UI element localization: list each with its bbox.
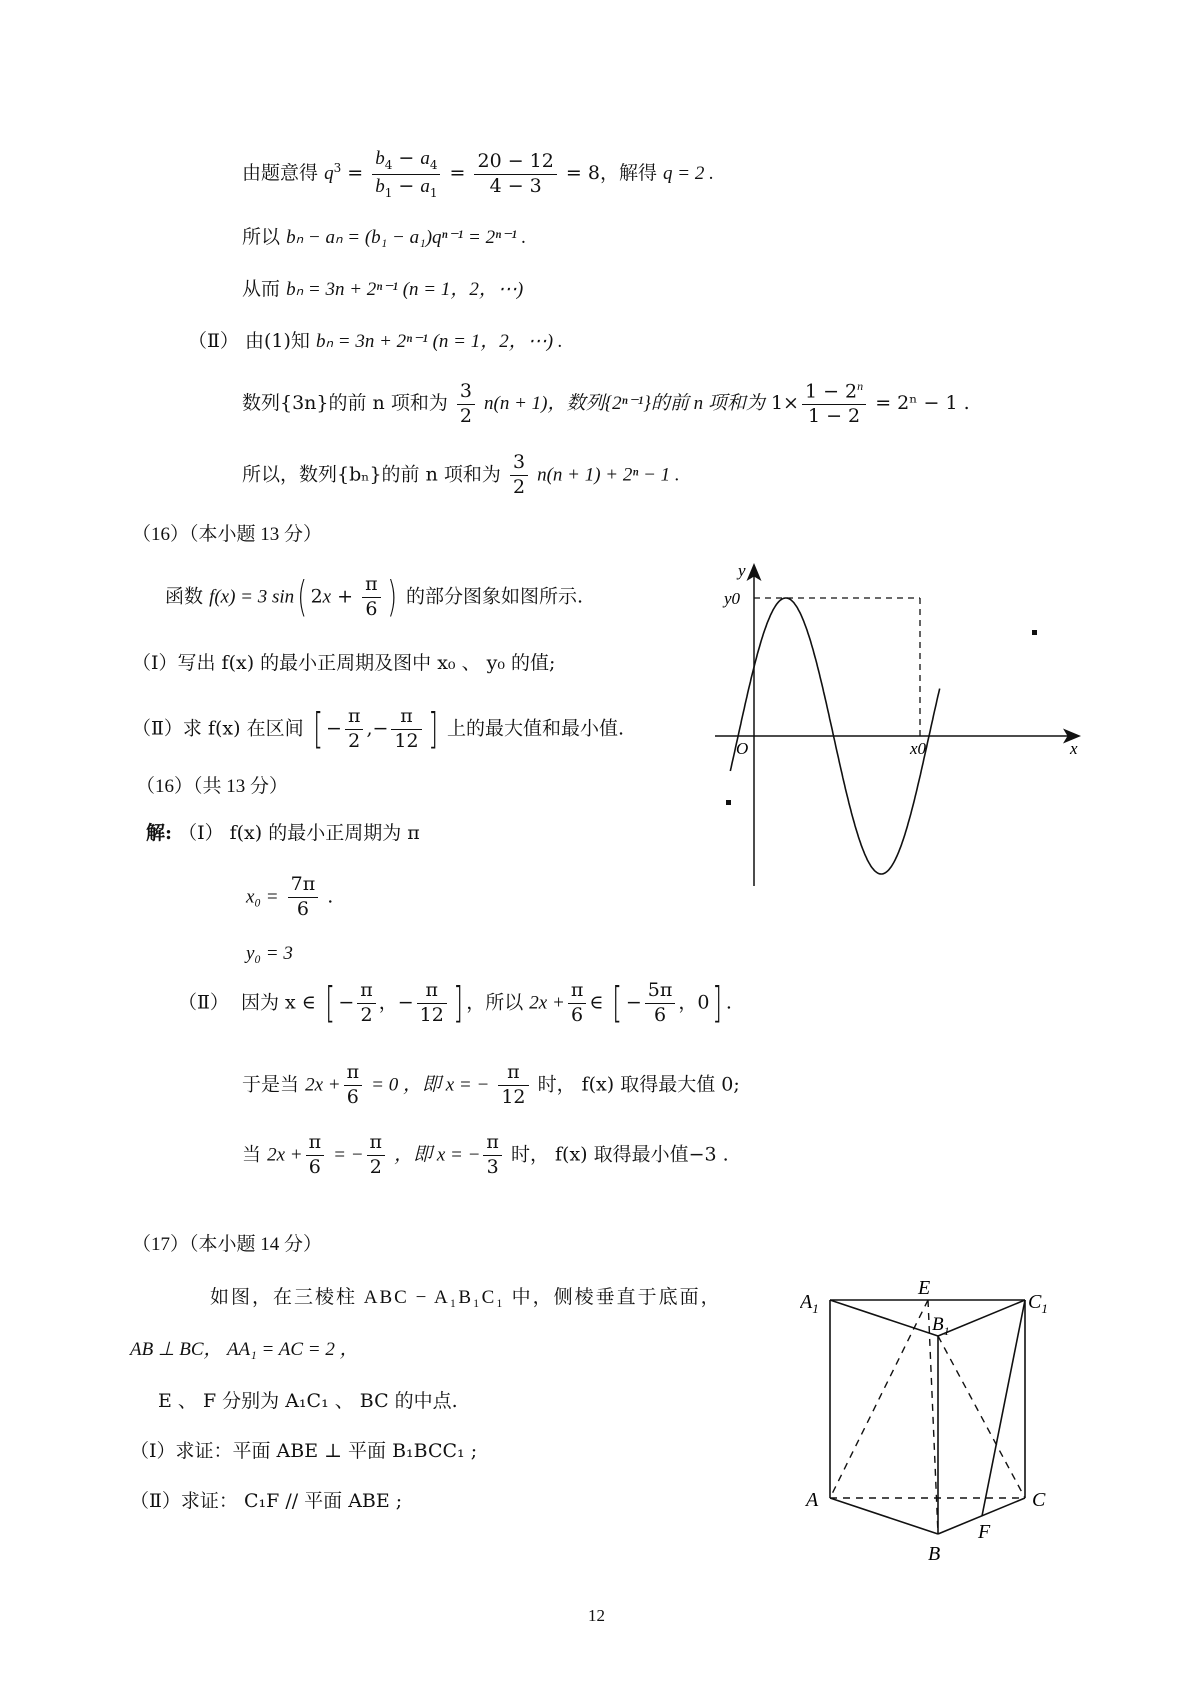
q16-solution-header: （16）（共 13 分） <box>136 776 289 797</box>
q16-header: （16）（本小题 13 分） <box>132 524 323 545</box>
q17-part2: （Ⅱ）求证： C₁F // 平面 ABE ; <box>130 1490 403 1512</box>
x0-label: x0 <box>910 739 927 758</box>
solution-sum-line: 数列{3n}的前 n 项和为 $\frac{3}{2}$ n(n + 1)，数列{2ⁿ⁻¹}的前 n 项和为 1× $\frac{1 - 2^n}{1 - 2}$ = 2ⁿ − 1 . <box>242 379 970 428</box>
fraction-pi-12-b: $\frac{\pi}{12}$ <box>417 980 447 1027</box>
fraction-pi-2: $\frac{\pi}{2}$ <box>345 706 364 753</box>
fraction-pi-12-c: $\frac{\pi}{12}$ <box>498 1062 528 1109</box>
fraction-pi-12: $\frac{\pi}{12}$ <box>391 706 421 753</box>
origin-label: O <box>736 739 749 758</box>
q16-x0-value: x₀ = $\frac{7\pi}{6}$ . <box>246 873 334 920</box>
fraction-pi-3: $\frac{\pi}{3}$ <box>483 1132 502 1179</box>
q16-stem: 函数 f(x) = 3 sin( 2x + $\frac{\pi}{6}$ ) 的部分图象如图所示. <box>165 572 584 622</box>
fraction-pi-6-d: $\frac{\pi}{6}$ <box>306 1132 325 1179</box>
curve-start-point <box>726 800 731 805</box>
q16-y0-value: y₀ = 3 <box>246 943 293 964</box>
fraction-20-12: $\frac{20 - 12}{4 - 3}$ <box>474 151 556 198</box>
x-axis-label: x <box>1070 739 1078 758</box>
y0-label: y0 <box>724 589 741 608</box>
fraction-5pi-6: $\frac{5\pi}{6}$ <box>645 980 676 1027</box>
q17-stem-line2: AB ⊥ BC， AA₁ = AC = 2 ， <box>130 1339 359 1360</box>
solution-final-sum-line: 所以，数列{bₙ}的前 n 项和为 $\frac{3}{2}$ n(n + 1) + 2ⁿ − 1 . <box>242 451 680 498</box>
q17-stem-line3: E 、 F 分别为 A₁C₁ 、 BC 的中点. <box>158 1390 458 1412</box>
page-number: 12 <box>588 1606 605 1625</box>
solution-line-bn: 从而 bₙ = 3n + 2ⁿ⁻¹ (n = 1，2，⋯) <box>242 278 524 300</box>
fraction-3-2: $\frac{3}{2}$ <box>457 381 475 428</box>
label-B: B <box>928 1543 941 1565</box>
q16-solution-part2: （Ⅱ） 因为 x ∈ [ − $\frac{\pi}{2}$ ，− $\frac{\pi}{12}$ ] ，所以 2x + $\frac{\pi}{6}$ ∈ [ − $\frac{5\pi}{6}$ ，0] . <box>178 978 732 1028</box>
label-A: A <box>806 1489 819 1511</box>
q16-min-line: 当 2x + $\frac{\pi}{6}$ = − $\frac{\pi}{2}$ ，即 x = − $\frac{\pi}{3}$ 时， f(x) 取得最小值−3 . <box>242 1131 729 1178</box>
q17-stem-line1: 如图，在三棱柱 ABC − A₁B₁C₁ 中，侧棱垂直于底面， <box>210 1287 722 1308</box>
label-A1: $A_1$ <box>800 1291 819 1316</box>
label-F: F <box>978 1521 991 1543</box>
q16-part2: （Ⅱ）求 f(x) 在区间 [ − $\frac{\pi}{2}$ ,− $\frac{\pi}{12}$ ] 上的最大值和最小值. <box>132 704 625 754</box>
solution-line-bn-minus-an: 所以 bₙ − aₙ = (b₁ − a₁)qⁿ⁻¹ = 2ⁿ⁻¹ . <box>242 226 527 248</box>
sine-graph-figure <box>700 556 1090 896</box>
prism-figure <box>800 1270 1060 1570</box>
fraction-pi-6: $\frac{\pi}{6}$ <box>362 574 381 621</box>
q16-max-line: 于是当 2x + $\frac{\pi}{6}$ = 0 ，即 x = − $\frac{\pi}{12}$ 时， f(x) 取得最大值 0; <box>242 1061 740 1108</box>
q17-part1: （Ⅰ）求证：平面 ABE ⊥ 平面 B₁BCC₁ ; <box>130 1440 478 1462</box>
q16-solution-part1: 解: （Ⅰ） f(x) 的最小正周期为 π <box>146 822 420 844</box>
fraction-7pi-6: $\frac{7\pi}{6}$ <box>288 874 319 921</box>
label-B1: $B_1$ <box>932 1314 950 1338</box>
y-axis-label: y <box>738 561 746 580</box>
solution-part2-line: （Ⅱ） 由(1)知 bₙ = 3n + 2ⁿ⁻¹ (n = 1，2，⋯) . <box>188 330 563 352</box>
fraction-pi-6-b: $\frac{\pi}{6}$ <box>568 980 587 1027</box>
curve-end-point <box>1032 630 1037 635</box>
q17-header: （17）（本小题 14 分） <box>132 1234 323 1255</box>
label-C1: $C_1$ <box>1028 1291 1048 1316</box>
q16-part1: （Ⅰ）写出 f(x) 的最小正周期及图中 x₀ 、 y₀ 的值; <box>132 652 556 674</box>
label-E: E <box>918 1277 931 1299</box>
solution-line-q-value: 由题意得 $q^3$ = $\frac{b_4 - a_4}{b_1 - a_1}$ = $\frac{20 - 12}{4 - 3}$ = 8，解得 q = 2 . <box>242 147 714 200</box>
fraction-geom-sum: $\frac{1 - 2^n}{1 - 2}$ <box>802 380 866 428</box>
fraction-pi-6-c: $\frac{\pi}{6}$ <box>344 1062 363 1109</box>
fraction-3-2-final: $\frac{3}{2}$ <box>510 452 528 499</box>
fraction-b4-a4: $\frac{b_4 - a_4}{b_1 - a_1}$ <box>372 148 440 200</box>
fraction-pi-2-d: $\frac{\pi}{2}$ <box>367 1132 386 1179</box>
label-C: C <box>1032 1489 1046 1511</box>
fraction-pi-2-b: $\frac{\pi}{2}$ <box>357 980 376 1027</box>
